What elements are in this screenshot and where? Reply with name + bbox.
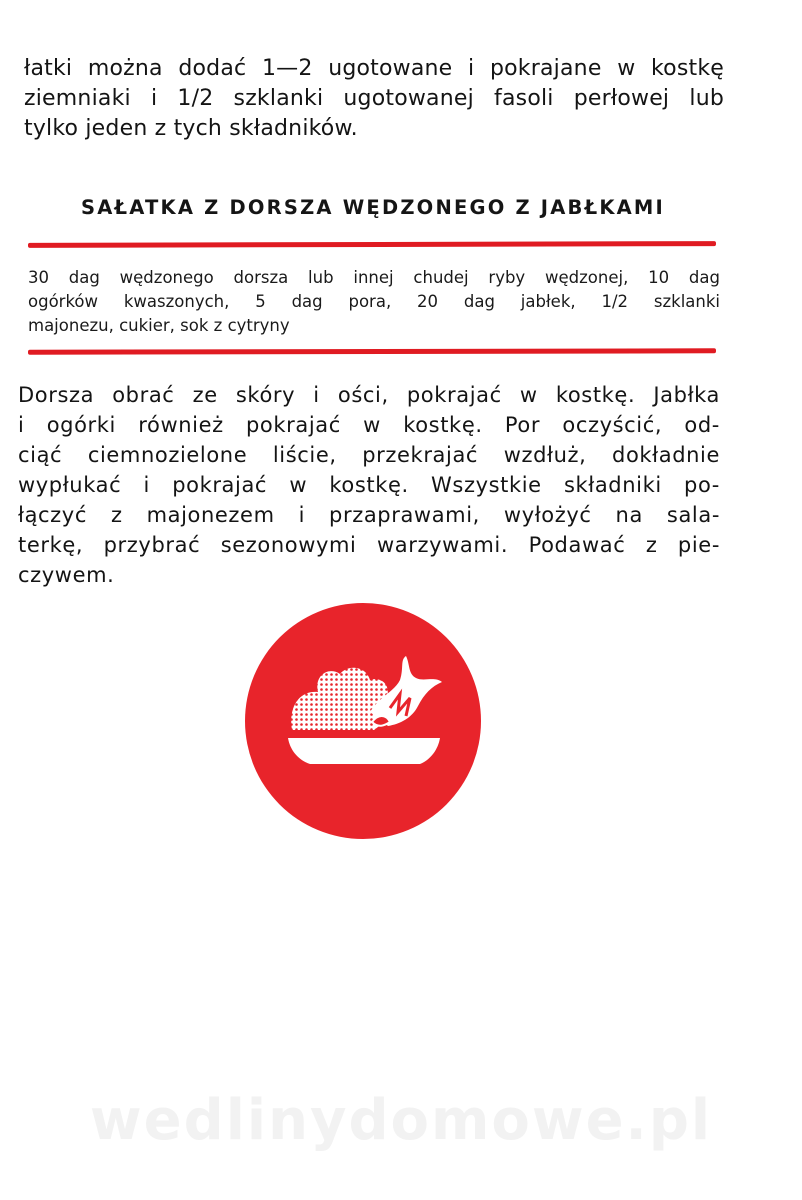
intro-paragraph: [24, 54, 724, 144]
ingredients-line: ogórków kwaszonych, 5 dag pora, 20 dag jabłek, 1/2 szklanki: [28, 292, 720, 311]
ingredients-line: majonezu, cukier, sok z cytryny: [28, 316, 290, 335]
method-line: łączyć z majonezem i przaprawami, wyłożyć na sala-: [18, 503, 720, 527]
method-line: Dorsza obrać ze skóry i ości, pokrajać w kostkę. Jabłka: [18, 383, 720, 407]
divider-bottom: [28, 348, 716, 354]
ingredients-line: 30 dag wędzonego dorsza lub innej chudej ryby wędzonej, 10 dag: [28, 268, 720, 287]
intro-line: ziemniaki i 1/2 szklanki ugotowanej fasoli perłowej lub: [24, 86, 724, 111]
watermark: wedlinydomowe.pl: [89, 1088, 713, 1153]
salad-bowl-icon: [244, 602, 482, 840]
intro-line: łatki można dodać 1—2 ugotowane i pokrajane w kostkę: [24, 56, 724, 81]
bowl: [288, 738, 440, 764]
recipe-title: SAŁATKA Z DORSZA WĘDZONEGO Z JABŁKAMI: [81, 196, 665, 219]
method-line: terkę, przybrać sezonowymi warzywami. Podawać z pie-: [18, 533, 720, 557]
method-line: i ogórki również pokrajać w kostkę. Por oczyścić, od-: [18, 413, 720, 437]
divider-top: [28, 241, 716, 248]
intro-line: tylko jeden z tych składników.: [24, 116, 358, 141]
method-paragraph: [18, 380, 720, 590]
method-line: ciąć ciemnozielone liście, przekrajać wzdłuż, dokładnie: [18, 443, 720, 467]
ingredients-list: [28, 266, 720, 338]
method-line: wypłukać i pokrajać w kostkę. Wszystkie składniki po-: [18, 473, 720, 497]
method-line: czywem.: [18, 563, 115, 587]
